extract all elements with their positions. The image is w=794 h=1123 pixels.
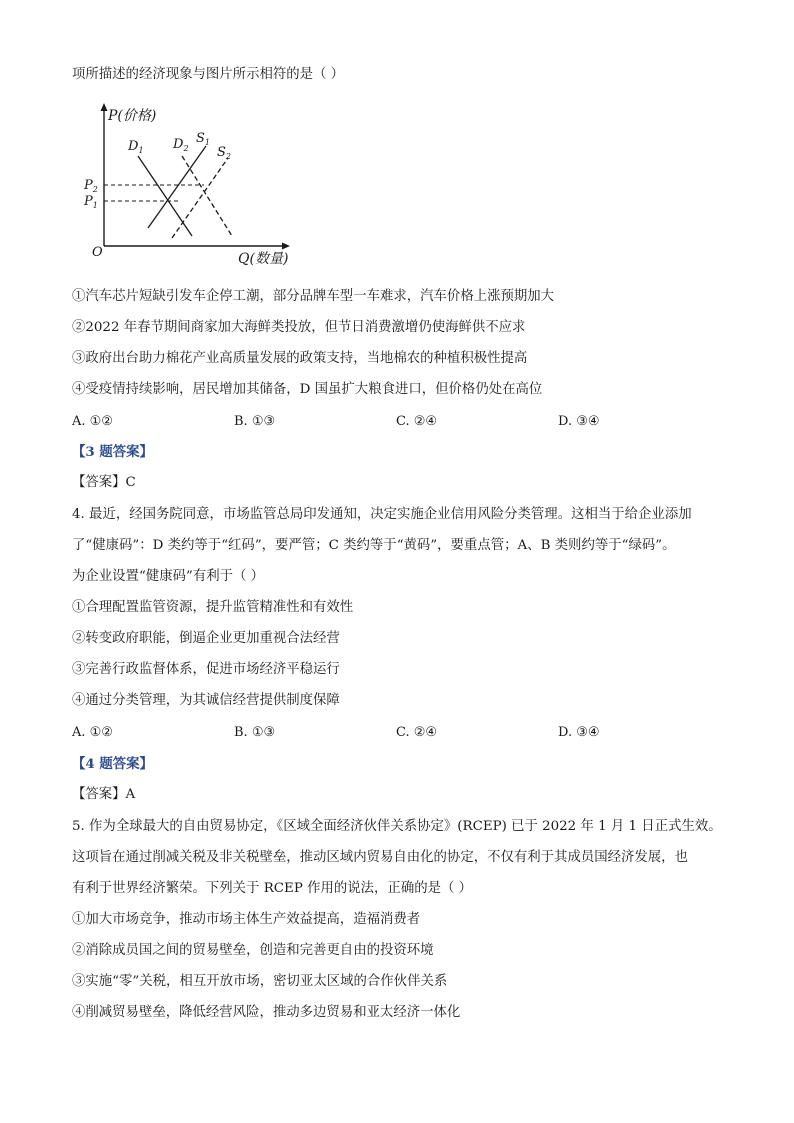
q4-item-1: ①合理配置监管资源，提升监管精准性和有效性 [72,600,354,615]
q3-stem: 项所描述的经济现象与图片所示相符的是（ ） [72,67,345,82]
q4-item-3: ③完善行政监督体系，促进市场经济平稳运行 [72,662,340,677]
q5-stem-line-2: 这项旨在通过削减关税及非关税壁垒，推动区域内贸易自由化的协定，不仅有利于其成员国经济发展，也 [72,850,688,865]
x-axis-label: Q(数量) [238,251,289,267]
d2-curve [182,156,232,236]
supply-demand-figure [80,100,300,270]
q3-option-b: B. ①③ [234,414,276,429]
q3-option-d: D. ③④ [558,414,600,429]
q4-answer: 【答案】A [72,787,136,802]
q4-answer-heading: 【4 题答案】 [72,756,153,772]
q5-item-3: ③实施“零”关税，相互开放市场，密切亚太区域的合作伙伴关系 [72,974,448,989]
p1-label: $P_1$ [84,194,98,210]
p2-label: $P_2$ [84,178,98,194]
q3-item-2: ②2022 年春节期间商家加大海鲜类投放，但节日消费激增仍使海鲜供不应求 [72,320,526,335]
q4-option-d: D. ③④ [558,725,600,740]
q4-item-2: ②转变政府职能，倒逼企业更加重视合法经营 [72,631,340,646]
q5-item-4: ④削减贸易壁垒，降低经营风险，推动多边贸易和亚太经济一体化 [72,1005,461,1020]
q3-option-c: C. ②④ [396,414,438,429]
s1-label: $S_1$ [196,131,210,147]
s2-label: $S_2$ [217,145,231,161]
q3-item-1: ①汽车芯片短缺引发车企停工潮，部分品牌车型一车难求，汽车价格上涨预期加大 [72,289,555,304]
q5-stem-line-3: 有利于世界经济繁荣。下列关于 RCEP 作用的说法，正确的是（ ） [72,881,473,896]
q4-option-a: A. ①② [72,725,113,740]
q3-answer: 【答案】C [72,475,136,490]
q3-option-a: A. ①② [72,414,113,429]
d2-label: $D_2$ [173,137,189,153]
q4-stem-line-1: 4. 最近，经国务院同意，市场监管总局印发通知，决定实施企业信用风险分类管理。这相当于给企业添加 [72,507,692,522]
y-axis-label: P(价格) [108,108,157,124]
q5-stem-line-1: 5. 作为全球最大的自由贸易协定，《区域全面经济伙伴关系协定》(RCEP) 已于 2022 年 1 月 1 日正式生效。 [72,819,722,834]
q4-option-c: C. ②④ [396,725,438,740]
s1-curve [148,146,206,228]
x-axis-arrow [282,243,290,250]
q5-item-2: ②消除成员国之间的贸易壁垒，创造和完善更自由的投资环境 [72,943,434,958]
s2-curve [172,158,228,238]
d1-label: $D_1$ [128,139,144,155]
q4-stem-line-3: 为企业设置“健康码”有利于（ ） [72,569,265,584]
q4-item-4: ④通过分类管理，为其诚信经营提供制度保障 [72,693,340,708]
origin-label: O [92,245,103,260]
q3-item-3: ③政府出台助力棉花产业高质量发展的政策支持，当地棉农的种植积极性提高 [72,351,528,366]
q4-option-b: B. ①③ [234,725,276,740]
d1-curve [138,156,192,236]
q3-item-4: ④受疫情持续影响，居民增加其储备，D 国虽扩大粮食进口，但价格仍处在高位 [72,382,543,397]
q3-answer-heading: 【3 题答案】 [72,444,153,460]
q4-stem-line-2: 了“健康码”：D 类约等于“红码”，要严管；C 类约等于“黄码”，要重点管；A、B 类则约等于“绿码”。 [72,538,676,553]
y-axis-arrow [101,103,108,111]
q5-item-1: ①加大市场竞争，推动市场主体生产效益提高，造福消费者 [72,912,421,927]
